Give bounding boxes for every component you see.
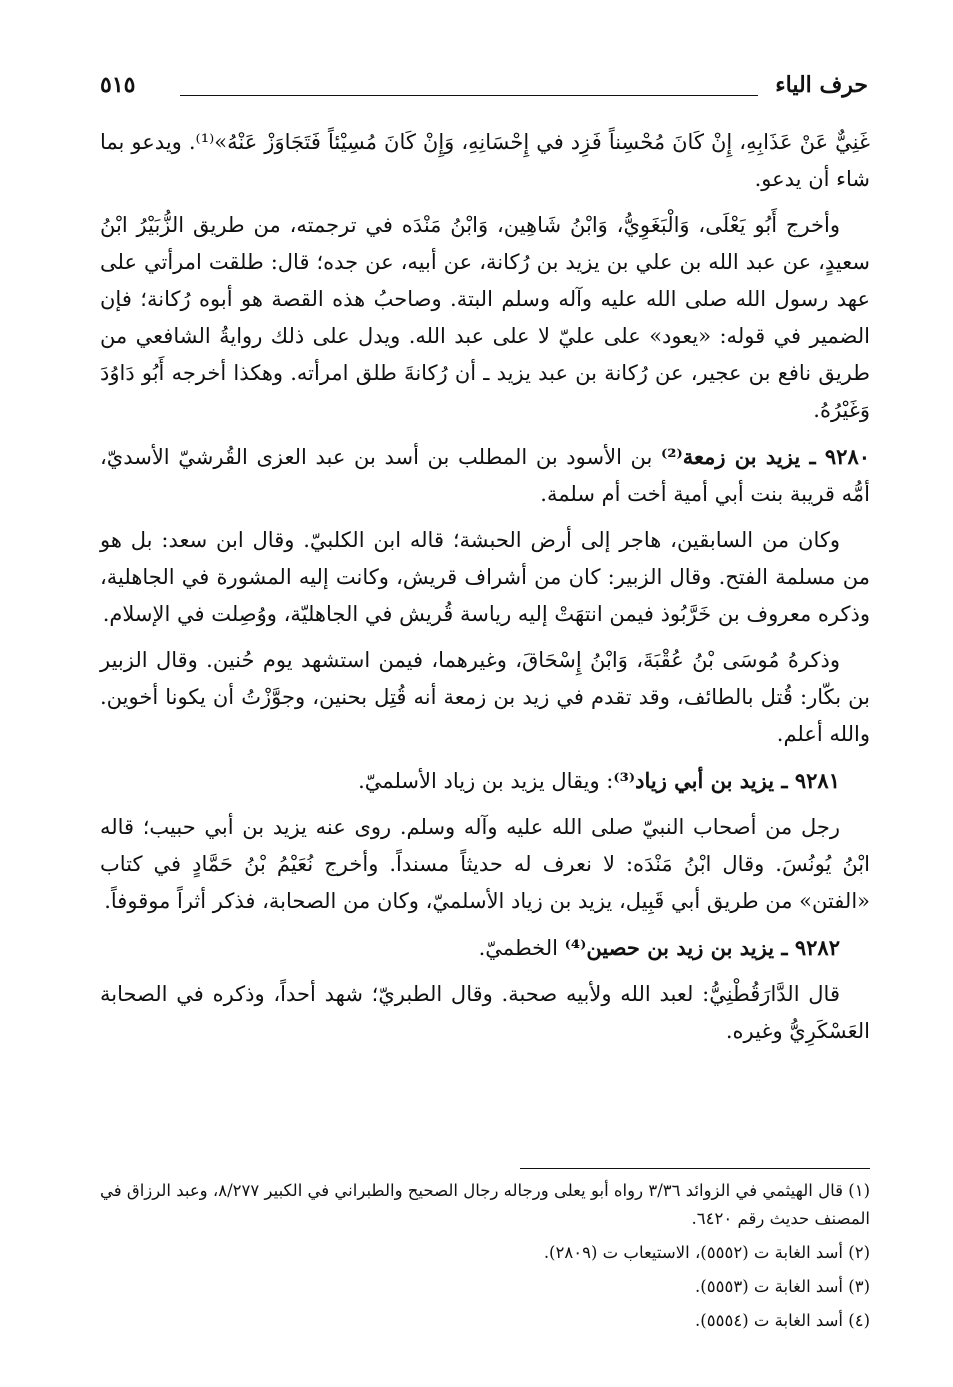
paragraph: وأخرج أَبُو يَعْلَى، وَالْبَغَوِيُّ، وَابْنُ شَاهِين، وَابْنُ مَنْدَه في ترجمته، من طريق الزُّبَيْرُ ابْنُ سعيدٍ، عن عبد الله بن علي بن يزيد بن رُكانة، عن أبيه، عن جده؛ قال: طلقت امرأتي على عهد رسول الله صلى الله عليه وآله وسلم البتة. وصاحبُ هذه القصة هو أبوه رُكانة؛ فإن الضمير في قوله: «يعود» على عليّ لا على عبد الله. ويدل على ذلك روايةُ الشافعي من طريق نافع بن عجير، عن رُكانة بن عبد يزيد ـ أن رُكانةَ طلق امرأته. وهكذا أخرجه أَبُو دَاوُدَ وَغَيْرُهُ. xyxy=(100,213,870,422)
footnote: (٣) أسد الغابة ت (٥٥٥٣). xyxy=(695,1277,870,1296)
paragraph: وذكرهُ مُوسَى بْنُ عُقْبَةَ، وَابْنُ إِسْحَاقَ، وغيرهما، فيمن استشهد يوم حُنين. وقال الزبير بن بكّار: قُتل بالطائف، وقد تقدم في زيد بن زمعة أنه قُتِل بحنين، وجوَّزْتُ أن يكونا أخوين. والله أعلم. xyxy=(100,648,870,746)
footnote: (١) قال الهيثمي في الزوائد ٣/٣٦ رواه أبو يعلى ورجاله رجال الصحيح والطبراني في الكبير ٨/٢٧٧، وعبد الرزاق في المصنف حديث رقم ٦٤٢٠. xyxy=(100,1181,870,1228)
entry-9280 xyxy=(100,438,870,513)
paragraph: قال الدَّارَقُطْنِيُّ: لعبد الله ولأبيه صحبة. وقال الطبريّ؛ شهد أحداً، وذكره في الصحابة العَسْكَرِيُّ وغيره. xyxy=(100,982,870,1043)
entry-9282 xyxy=(100,929,870,967)
entry-heading: ٩٢٨٢ ـ يزيد بن زيد بن حصين⁽⁴⁾ xyxy=(564,935,840,960)
entry-text: : ويقال يزيد بن زياد الأسلميّ. xyxy=(358,769,614,793)
entry-text: بن الأسود بن المطلب بن أسد بن عبد العزى القُرشيّ الأسديّ، أمُّه قريبة بنت أبي أمية أخت أم سلمة. xyxy=(100,445,870,506)
page-number: ٥١٥ xyxy=(100,72,136,98)
main-text xyxy=(100,124,870,1059)
paragraph: وكان من السابقين، هاجر إلى أرض الحبشة؛ قاله ابن الكلبيّ. وقال ابن سعد: بل هو من مسلمة الفتح. وقال الزبير: كان من أشراف قريش، وكانت إليه المشورة في الجاهلية، وذكره معروف بن خَرَّبُوذ فيمن انتهَتْ إليه رياسة قُريش في الجاهليّة، ووُصِلت في الإسلام. xyxy=(100,528,870,626)
paragraph: رجل من أصحاب النبيّ صلى الله عليه وآله وسلم. روى عنه يزيد بن أبي حبيب؛ قاله ابْنُ يُونُسَ. وقال ابْنُ مَنْدَه: لا نعرف له حديثاً مسنداً. وأخرج نُعَيْمُ بْنُ حَمَّادٍ في كتاب «الفتن» من طريق أبي قَبِيل، يزيد بن زياد الأسلميّ، وكان من الصحابة، فذكر أثراً موقوفاً. xyxy=(100,815,870,913)
entry-heading: ٩٢٨١ ـ يزيد بن أبي زياد⁽³⁾ xyxy=(613,768,840,793)
footnote: (٤) أسد الغابة ت (٥٥٥٤). xyxy=(695,1311,870,1330)
footnote: (٢) أسد الغابة ت (٥٥٥٢)، الاستيعاب ت (٢٨٠٩). xyxy=(543,1243,870,1262)
page-header xyxy=(100,70,868,110)
entry-9281 xyxy=(100,762,870,800)
paragraph: غَنِيٌّ عَنْ عَذَابِهِ، إِنْ كَانَ مُحْسِناً فَزِد في إِحْسَانِهِ، وَإِنْ كَانَ مُسِيْئاً فَتَجَاوَزْ عَنْهُ»⁽¹⁾. ويدعو بما شاء أن يدعو. xyxy=(100,130,870,191)
footnotes xyxy=(100,1168,870,1341)
footnote-rule xyxy=(520,1168,870,1169)
header-rule xyxy=(180,95,758,96)
entry-heading: ٩٢٨٠ ـ يزيد بن زمعة⁽²⁾ xyxy=(661,444,871,469)
entry-text: الخطميّ. xyxy=(478,936,565,960)
running-title: حرف الياء xyxy=(775,72,868,98)
